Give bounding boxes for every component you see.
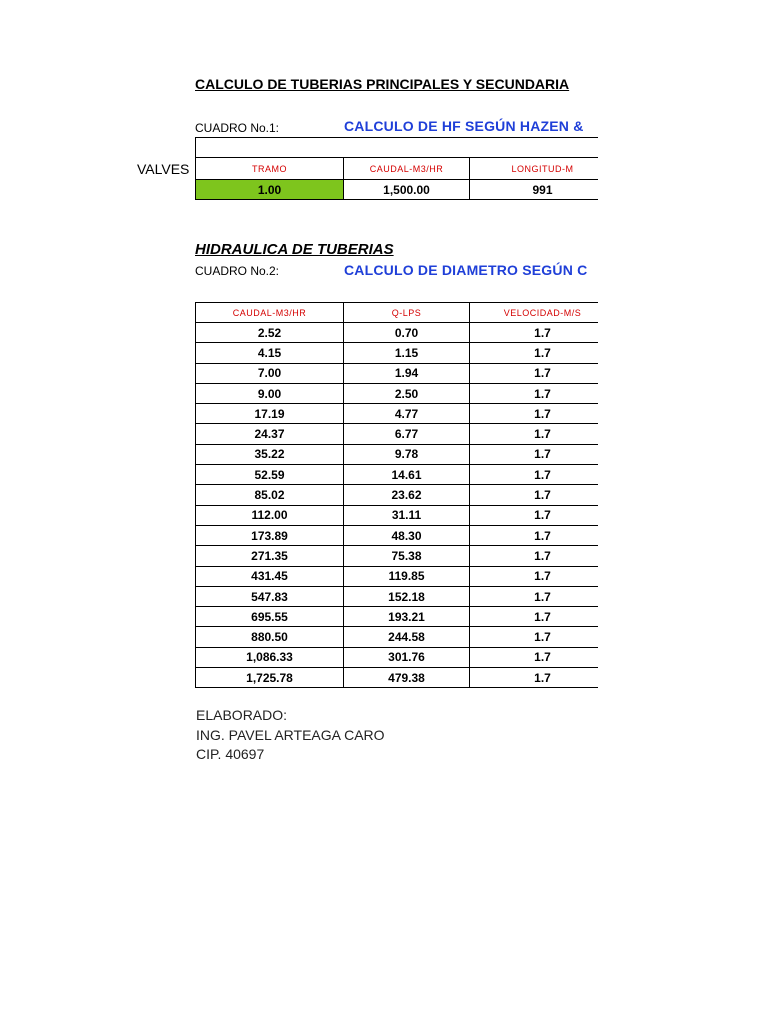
cell-velocidad: 1.7 xyxy=(470,404,616,424)
table-row xyxy=(196,383,616,403)
table-row xyxy=(196,323,616,343)
cell-q-lps: 152.18 xyxy=(344,586,470,606)
cell-caudal: 1,725.78 xyxy=(196,668,344,688)
page-title: CALCULO DE TUBERIAS PRINCIPALES Y SECUNDARIA xyxy=(195,76,570,92)
cell-caudal: 7.00 xyxy=(196,363,344,383)
cuadro1-label: CUADRO No.1: xyxy=(195,121,280,135)
cell-caudal: 695.55 xyxy=(196,607,344,627)
cell-q-lps: 244.58 xyxy=(344,627,470,647)
cell-caudal: 547.83 xyxy=(196,586,344,606)
cell-caudal: 880.50 xyxy=(196,627,344,647)
cuadro2-title: CALCULO DE DIAMETRO SEGÚN C xyxy=(344,262,588,278)
cell-q-lps: 4.77 xyxy=(344,404,470,424)
table-row xyxy=(196,525,616,545)
cell-velocidad: 1.7 xyxy=(470,424,616,444)
cell-velocidad: 1.7 xyxy=(470,444,616,464)
page-right-edge xyxy=(598,0,768,1024)
cell-velocidad: 1.7 xyxy=(470,505,616,525)
column-header-longitud: LONGITUD-M xyxy=(470,158,616,180)
cell-velocidad: 1.7 xyxy=(470,465,616,485)
cell-q-lps: 193.21 xyxy=(344,607,470,627)
cell-velocidad: 1.7 xyxy=(470,607,616,627)
column-header-tramo: TRAMO xyxy=(196,158,344,180)
column-header-q-lps: Q-LPS xyxy=(344,303,470,323)
table-row xyxy=(196,668,616,688)
cell-velocidad: 1.7 xyxy=(470,525,616,545)
cuadro2-header-row xyxy=(196,303,616,323)
cell-velocidad: 1.7 xyxy=(470,627,616,647)
column-header-caudal: CAUDAL-M3/HR xyxy=(344,158,470,180)
cell-caudal: 1,086.33 xyxy=(196,647,344,667)
cell-longitud: 991 xyxy=(470,180,616,200)
cell-caudal: 431.45 xyxy=(196,566,344,586)
cell-velocidad: 1.7 xyxy=(470,363,616,383)
column-header-caudal: CAUDAL-M3/HR xyxy=(196,303,344,323)
table-row xyxy=(196,444,616,464)
cell-caudal: 1,500.00 xyxy=(344,180,470,200)
cell-q-lps: 1.94 xyxy=(344,363,470,383)
table-row xyxy=(196,607,616,627)
footer-elaborado: ELABORADO: xyxy=(196,707,288,723)
table-row xyxy=(196,404,616,424)
valves-label: VALVES xyxy=(137,161,190,177)
cuadro1-blank-row xyxy=(196,138,616,158)
cell-velocidad: 1.7 xyxy=(470,586,616,606)
cuadro2-table xyxy=(195,302,616,688)
table-row xyxy=(196,566,616,586)
cell-velocidad: 1.7 xyxy=(470,323,616,343)
cell-velocidad: 1.7 xyxy=(470,343,616,363)
cuadro1-title: CALCULO DE HF SEGÚN HAZEN & xyxy=(344,118,584,134)
table-row xyxy=(196,505,616,525)
cell-caudal: 4.15 xyxy=(196,343,344,363)
cell-velocidad: 1.7 xyxy=(470,546,616,566)
cell-caudal: 112.00 xyxy=(196,505,344,525)
table-row xyxy=(196,546,616,566)
cell-q-lps: 6.77 xyxy=(344,424,470,444)
cell-q-lps: 23.62 xyxy=(344,485,470,505)
footer-engineer-name: ING. PAVEL ARTEAGA CARO xyxy=(196,727,385,743)
cell-q-lps: 48.30 xyxy=(344,525,470,545)
footer-cip: CIP. 40697 xyxy=(196,746,265,762)
table-row xyxy=(196,363,616,383)
cell-q-lps: 14.61 xyxy=(344,465,470,485)
cuadro1-table xyxy=(195,137,616,200)
table-row xyxy=(196,485,616,505)
cell-velocidad: 1.7 xyxy=(470,668,616,688)
table-row xyxy=(196,343,616,363)
cell-tramo: 1.00 xyxy=(196,180,344,200)
cell-caudal: 52.59 xyxy=(196,465,344,485)
cell-caudal: 24.37 xyxy=(196,424,344,444)
cell-q-lps: 31.11 xyxy=(344,505,470,525)
cell-caudal: 17.19 xyxy=(196,404,344,424)
table-row xyxy=(196,180,616,200)
cuadro2-label: CUADRO No.2: xyxy=(195,264,280,278)
cell-q-lps: 9.78 xyxy=(344,444,470,464)
table-row xyxy=(196,424,616,444)
column-header-velocidad: VELOCIDAD-M/S xyxy=(470,303,616,323)
cell-q-lps: 119.85 xyxy=(344,566,470,586)
cell-velocidad: 1.7 xyxy=(470,647,616,667)
cell-caudal: 35.22 xyxy=(196,444,344,464)
cell-velocidad: 1.7 xyxy=(470,383,616,403)
cell-caudal: 271.35 xyxy=(196,546,344,566)
table-row xyxy=(196,647,616,667)
table-row xyxy=(196,627,616,647)
cell-q-lps: 2.50 xyxy=(344,383,470,403)
cell-q-lps: 0.70 xyxy=(344,323,470,343)
cell-q-lps: 75.38 xyxy=(344,546,470,566)
cell-q-lps: 301.76 xyxy=(344,647,470,667)
cell-caudal: 85.02 xyxy=(196,485,344,505)
cell-velocidad: 1.7 xyxy=(470,485,616,505)
cuadro1-header-row xyxy=(196,158,616,180)
cell-caudal: 9.00 xyxy=(196,383,344,403)
cell-velocidad: 1.7 xyxy=(470,566,616,586)
cell-q-lps: 479.38 xyxy=(344,668,470,688)
cell-caudal: 173.89 xyxy=(196,525,344,545)
table-row xyxy=(196,465,616,485)
table-row xyxy=(196,586,616,606)
cell-q-lps: 1.15 xyxy=(344,343,470,363)
section-title-hidraulica: HIDRAULICA DE TUBERIAS xyxy=(195,241,394,258)
cell-caudal: 2.52 xyxy=(196,323,344,343)
